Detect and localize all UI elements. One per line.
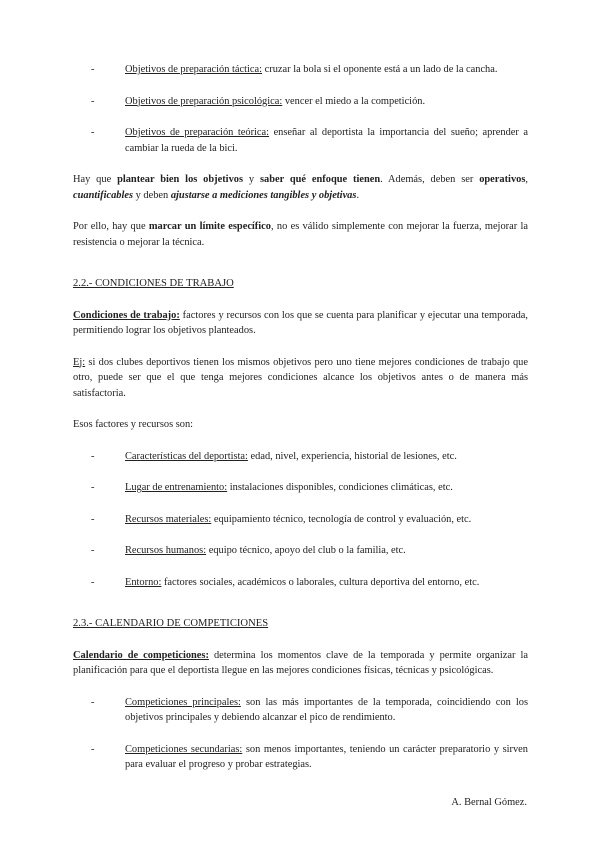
- list-item-term: Competiciones secundarias:: [125, 743, 243, 755]
- list-item: [89, 94, 528, 110]
- list-item-term: Características del deportista:: [125, 450, 248, 462]
- list-item: [89, 449, 528, 465]
- list-item-term: Lugar de entrenamiento:: [125, 482, 228, 493]
- section-heading-condiciones: 2.2.- CONDICIONES DE TRABAJO: [73, 278, 234, 289]
- list-item-term: Objetivos de preparación táctica:: [125, 64, 263, 75]
- list-item-text: vencer el miedo a la competición.: [282, 95, 426, 107]
- definition-term: Calendario de competiciones:: [73, 649, 209, 661]
- bold-run: saber qué enfoque tienen: [259, 174, 381, 185]
- list-item: [89, 543, 528, 559]
- list-item-term: Objetivos de preparación teórica:: [125, 127, 270, 138]
- bold-run: plantear bien los objetivos: [117, 174, 244, 185]
- list-item-term: Competiciones principales:: [125, 696, 241, 708]
- list-item-text: enseñar al deportista la importancia del sueño; aprender a cambiar la rueda de la bici.: [125, 127, 528, 154]
- definition-condiciones: [73, 308, 528, 339]
- text-run: y: [243, 174, 260, 185]
- list-item: [89, 695, 528, 726]
- definition-text: factores y recursos con los que se cuenta para planificar y ejecutar una temporada, permitiendo lograr los objetivos planteados.: [73, 309, 528, 336]
- footer-author: A. Bernal Gómez.: [451, 797, 527, 808]
- section-heading-calendario: 2.3.- CALENDARIO DE COMPETICIONES: [73, 618, 269, 629]
- definition-calendario: [73, 648, 528, 679]
- list-item-term: Recursos materiales:: [125, 513, 212, 525]
- factors-list: [73, 449, 528, 591]
- example-text: si dos clubes deportivos tienen los mismos objetivos pero uno tiene mejores condiciones de trabajo que otro, puede ser que el que tenga mejores condiciones alcance los objetivos antes o de manera más satisfactoria.: [73, 356, 528, 399]
- list-item: [89, 125, 528, 156]
- text-run: ,: [525, 174, 528, 185]
- bold-run: operativos: [479, 174, 526, 185]
- bold-italic-run: ajustarse a mediciones tangibles y objetivas: [170, 189, 357, 201]
- list-item-text: son menos importantes, teniendo un carácter preparatorio y sirven para evaluar el progreso y probar estrategias.: [125, 743, 528, 770]
- example-label: Ej:: [73, 356, 86, 368]
- text-run: , no es válido simplemente con mejorar la fuerza, mejorar la resistencia o mejorar la técnica.: [73, 221, 528, 248]
- definition-term: Condiciones de trabajo:: [73, 309, 180, 321]
- bold-run: marcar un límite específico: [148, 221, 271, 232]
- list-item-text: son las más importantes de la temporada, coincidiendo con los objetivos principales y debiendo alcanzar el pico de rendimiento.: [125, 696, 528, 723]
- definition-text: determina los momentos clave de la temporada y permite organizar la planificación para que el deportista llegue en las mejores condiciones físicas, técnicas y psicológicas.: [73, 649, 528, 676]
- paragraph-limite: [73, 219, 528, 250]
- list-item: [89, 480, 528, 496]
- list-item-text: equipo técnico, apoyo del club o la familia, etc.: [206, 545, 406, 556]
- competitions-list: [73, 695, 528, 773]
- list-item-term: Recursos humanos:: [125, 545, 207, 556]
- example-paragraph: [73, 355, 528, 402]
- list-item: [89, 512, 528, 528]
- paragraph-objetivos: [73, 172, 528, 203]
- list-item: [89, 742, 528, 773]
- text-run: . Además, deben ser: [380, 174, 480, 185]
- text-run: Hay que: [73, 174, 118, 185]
- list-item-text: factores sociales, académicos o laborales, cultura deportiva del entorno, etc.: [161, 576, 480, 588]
- list-item-text: cruzar la bola si el oponente está a un lado de la cancha.: [262, 64, 498, 75]
- list-item-text: equipamiento técnico, tecnología de control y evaluación, etc.: [211, 513, 472, 525]
- text-run: y deben: [133, 189, 171, 201]
- list-item-text: edad, nivel, experiencia, historial de lesiones, etc.: [247, 450, 457, 462]
- list-item: [89, 575, 528, 591]
- list-item-term: Objetivos de preparación psicológica:: [125, 95, 283, 107]
- document-page: [73, 62, 528, 789]
- list-item: [89, 62, 528, 78]
- factors-intro: Esos factores y recursos son:: [73, 419, 194, 430]
- bold-italic-run: cuantificables: [73, 189, 134, 201]
- text-run: Por ello, hay que: [73, 221, 149, 232]
- objectives-list: [73, 62, 528, 156]
- list-item-term: Entorno:: [125, 576, 162, 588]
- text-run: .: [356, 189, 360, 201]
- list-item-text: instalaciones disponibles, condiciones climáticas, etc.: [227, 482, 453, 493]
